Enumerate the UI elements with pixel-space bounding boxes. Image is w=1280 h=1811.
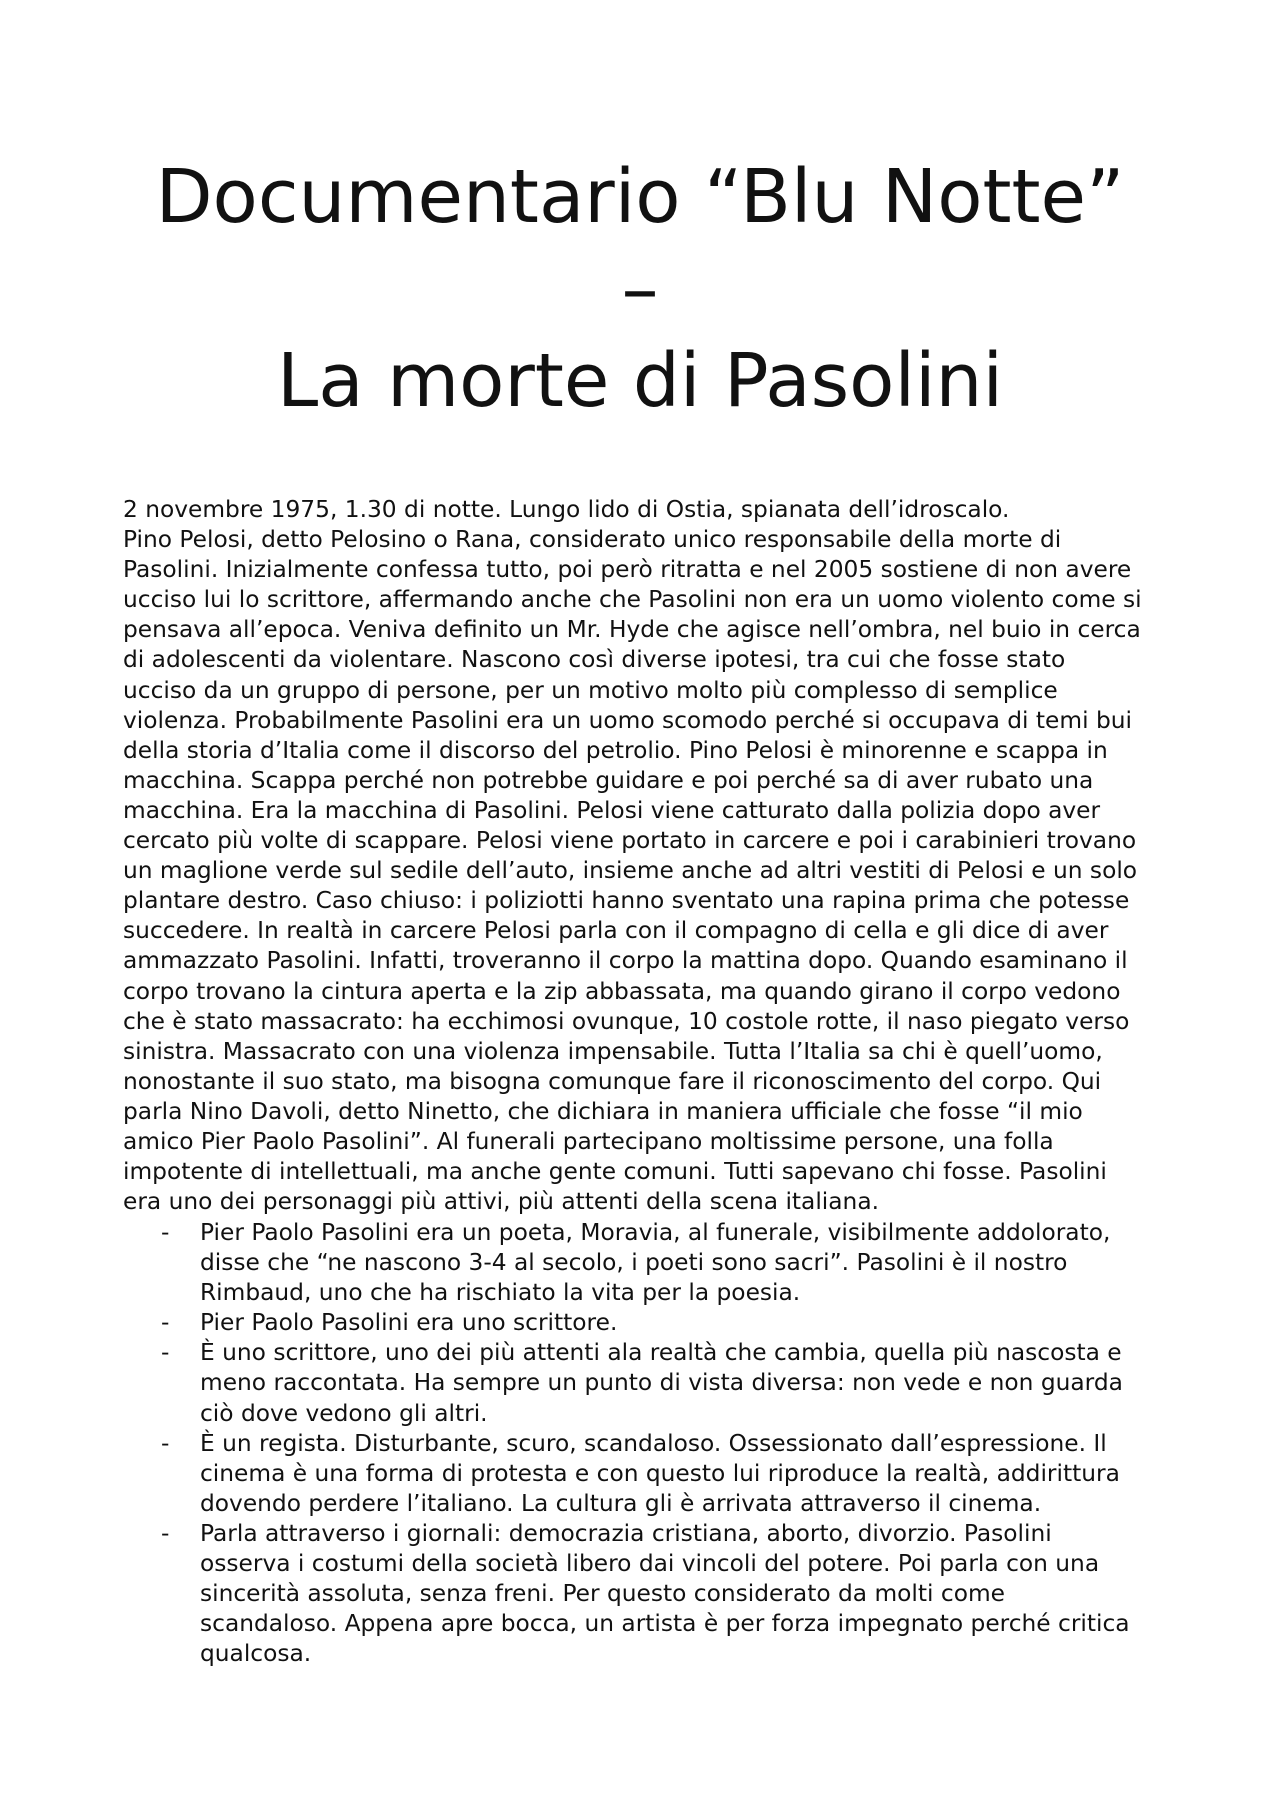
document-title-line-2: La morte di Pasolini [276,338,1004,424]
paragraph-line: cercato più volte di scappare. Pelosi viene portato in carcere e poi i carabinieri trovano [123,827,1137,855]
paragraph-line: che è stato massacrato: ha ecchimosi ovunque, 10 costole rotte, il naso piegato verso [123,1007,1130,1035]
body-paragraph [123,495,1173,1217]
bullet-item-director [123,1429,1173,1519]
bullet-item-newspapers [123,1519,1173,1669]
paragraph-line: plantare destro. Caso chiuso: i poliziotti hanno sventato una rapina prima che potesse [123,887,1130,915]
bullet-line: disse che “ne nascono 3-4 al secolo, i poeti sono sacri”. Pasolini è il nostro [200,1249,1068,1277]
bullet-line: qualcosa. [200,1640,312,1668]
bullet-dash: - [161,1519,170,1547]
document-title-line-1: Documentario “Blu Notte” [155,154,1125,240]
bullet-line: È uno scrittore, uno dei più attenti ala realtà che cambia, quella più nascosta e [200,1339,1122,1367]
bullet-line: dovendo perdere l’italiano. La cultura gli è arrivata attraverso il cinema. [200,1489,1042,1517]
bullet-list [123,1218,1173,1669]
paragraph-line: pensava all’epoca. Veniva definito un Mr. Hyde che agisce nell’ombra, nel buio in cerca [123,616,1141,644]
paragraph-line: macchina. Scappa perché non potrebbe guidare e poi perché sa di aver rubato una [123,766,1094,794]
paragraph-line: succedere. In realtà in carcere Pelosi parla con il compagno di cella e gli dice di aver [123,917,1109,945]
paragraph-line: di adolescenti da violentare. Nascono così diverse ipotesi, tra cui che fosse stato [123,646,1066,674]
bullet-line: sincerità assoluta, senza freni. Per questo considerato da molti come [200,1580,1005,1608]
bullet-dash: - [161,1339,170,1367]
bullet-line: meno raccontata. Ha sempre un punto di vista diversa: non vede e non guarda [200,1369,1123,1397]
paragraph-line: Pasolini. Inizialmente confessa tutto, poi però ritratta e nel 2005 sostiene di non avere [123,556,1132,584]
document-title-dash: – [621,246,659,332]
paragraph-line: Pino Pelosi, detto Pelosino o Rana, considerato unico responsabile della morte di [123,526,1062,554]
paragraph-line: era uno dei personaggi più attivi, più attenti della scena italiana. [123,1188,879,1216]
bullet-dash: - [161,1429,170,1457]
paragraph-line: 2 novembre 1975, 1.30 di notte. Lungo lido di Ostia, spianata dell’idroscalo. [123,496,1010,523]
bullet-line: Pier Paolo Pasolini era uno scrittore. [200,1309,618,1337]
paragraph-line: della storia d’Italia come il discorso del petrolio. Pino Pelosi è minorenne e scappa in [123,736,1108,764]
bullet-dash: - [161,1219,170,1246]
bullet-line: osserva i costumi della società libero dai vincoli del potere. Poi parla con una [200,1550,1100,1578]
bullet-item-poet [123,1218,1173,1308]
bullet-line: Pier Paolo Pasolini era un poeta, Moravia, al funerale, visibilmente addolorato, [200,1219,1111,1246]
bullet-item-attentive-writer [123,1338,1173,1428]
bullet-line: cinema è una forma di protesta e con questo lui riproduce la realtà, addirittura [200,1459,1120,1487]
paragraph-line: ammazzato Pasolini. Infatti, troveranno il corpo la mattina dopo. Quando esaminano il [123,947,1128,975]
bullet-line: Rimbaud, uno che ha rischiato la vita per la poesia. [200,1279,801,1307]
bullet-line: Parla attraverso i giornali: democrazia cristiana, aborto, divorzio. Pasolini [200,1519,1052,1547]
bullet-line: È un regista. Disturbante, scuro, scandaloso. Ossessionato dall’espressione. Il [200,1429,1107,1457]
paragraph-line: ucciso da un gruppo di persone, per un motivo molto più complesso di semplice [123,676,1058,704]
paragraph-line: un maglione verde sul sedile dell’auto, insieme anche ad altri vestiti di Pelosi e un solo [123,857,1138,885]
paragraph-line: amico Pier Paolo Pasolini”. Al funerali partecipano moltissime persone, una folla [123,1127,1054,1155]
paragraph-line: sinistra. Massacrato con una violenza impensabile. Tutta l’Italia sa chi è quell’uomo, [123,1037,1103,1065]
paragraph-line: macchina. Era la macchina di Pasolini. Pelosi viene catturato dalla polizia dopo aver [123,796,1101,824]
paragraph-line: ucciso lui lo scrittore, affermando anche che Pasolini non era un uomo violento come si [123,586,1142,614]
bullet-line: scandaloso. Appena apre bocca, un artista è per forza impegnato perché critica [200,1610,1130,1638]
bullet-dash: - [161,1309,170,1337]
paragraph-line: nonostante il suo stato, ma bisogna comunque fare il riconoscimento del corpo. Qui [123,1067,1102,1095]
bullet-line: ciò dove vedono gli altri. [200,1399,488,1427]
paragraph-line: corpo trovano la cintura aperta e la zip abbassata, ma quando girano il corpo vedono [123,977,1121,1005]
paragraph-line: parla Nino Davoli, detto Ninetto, che dichiara in maniera ufficiale che fosse “il mio [123,1097,1083,1125]
bullet-item-writer [123,1308,1173,1338]
paragraph-line: violenza. Probabilmente Pasolini era un uomo scomodo perché si occupava di temi bui [123,706,1132,734]
paragraph-line: impotente di intellettuali, ma anche gente comuni. Tutti sapevano chi fosse. Pasolini [123,1158,1107,1186]
